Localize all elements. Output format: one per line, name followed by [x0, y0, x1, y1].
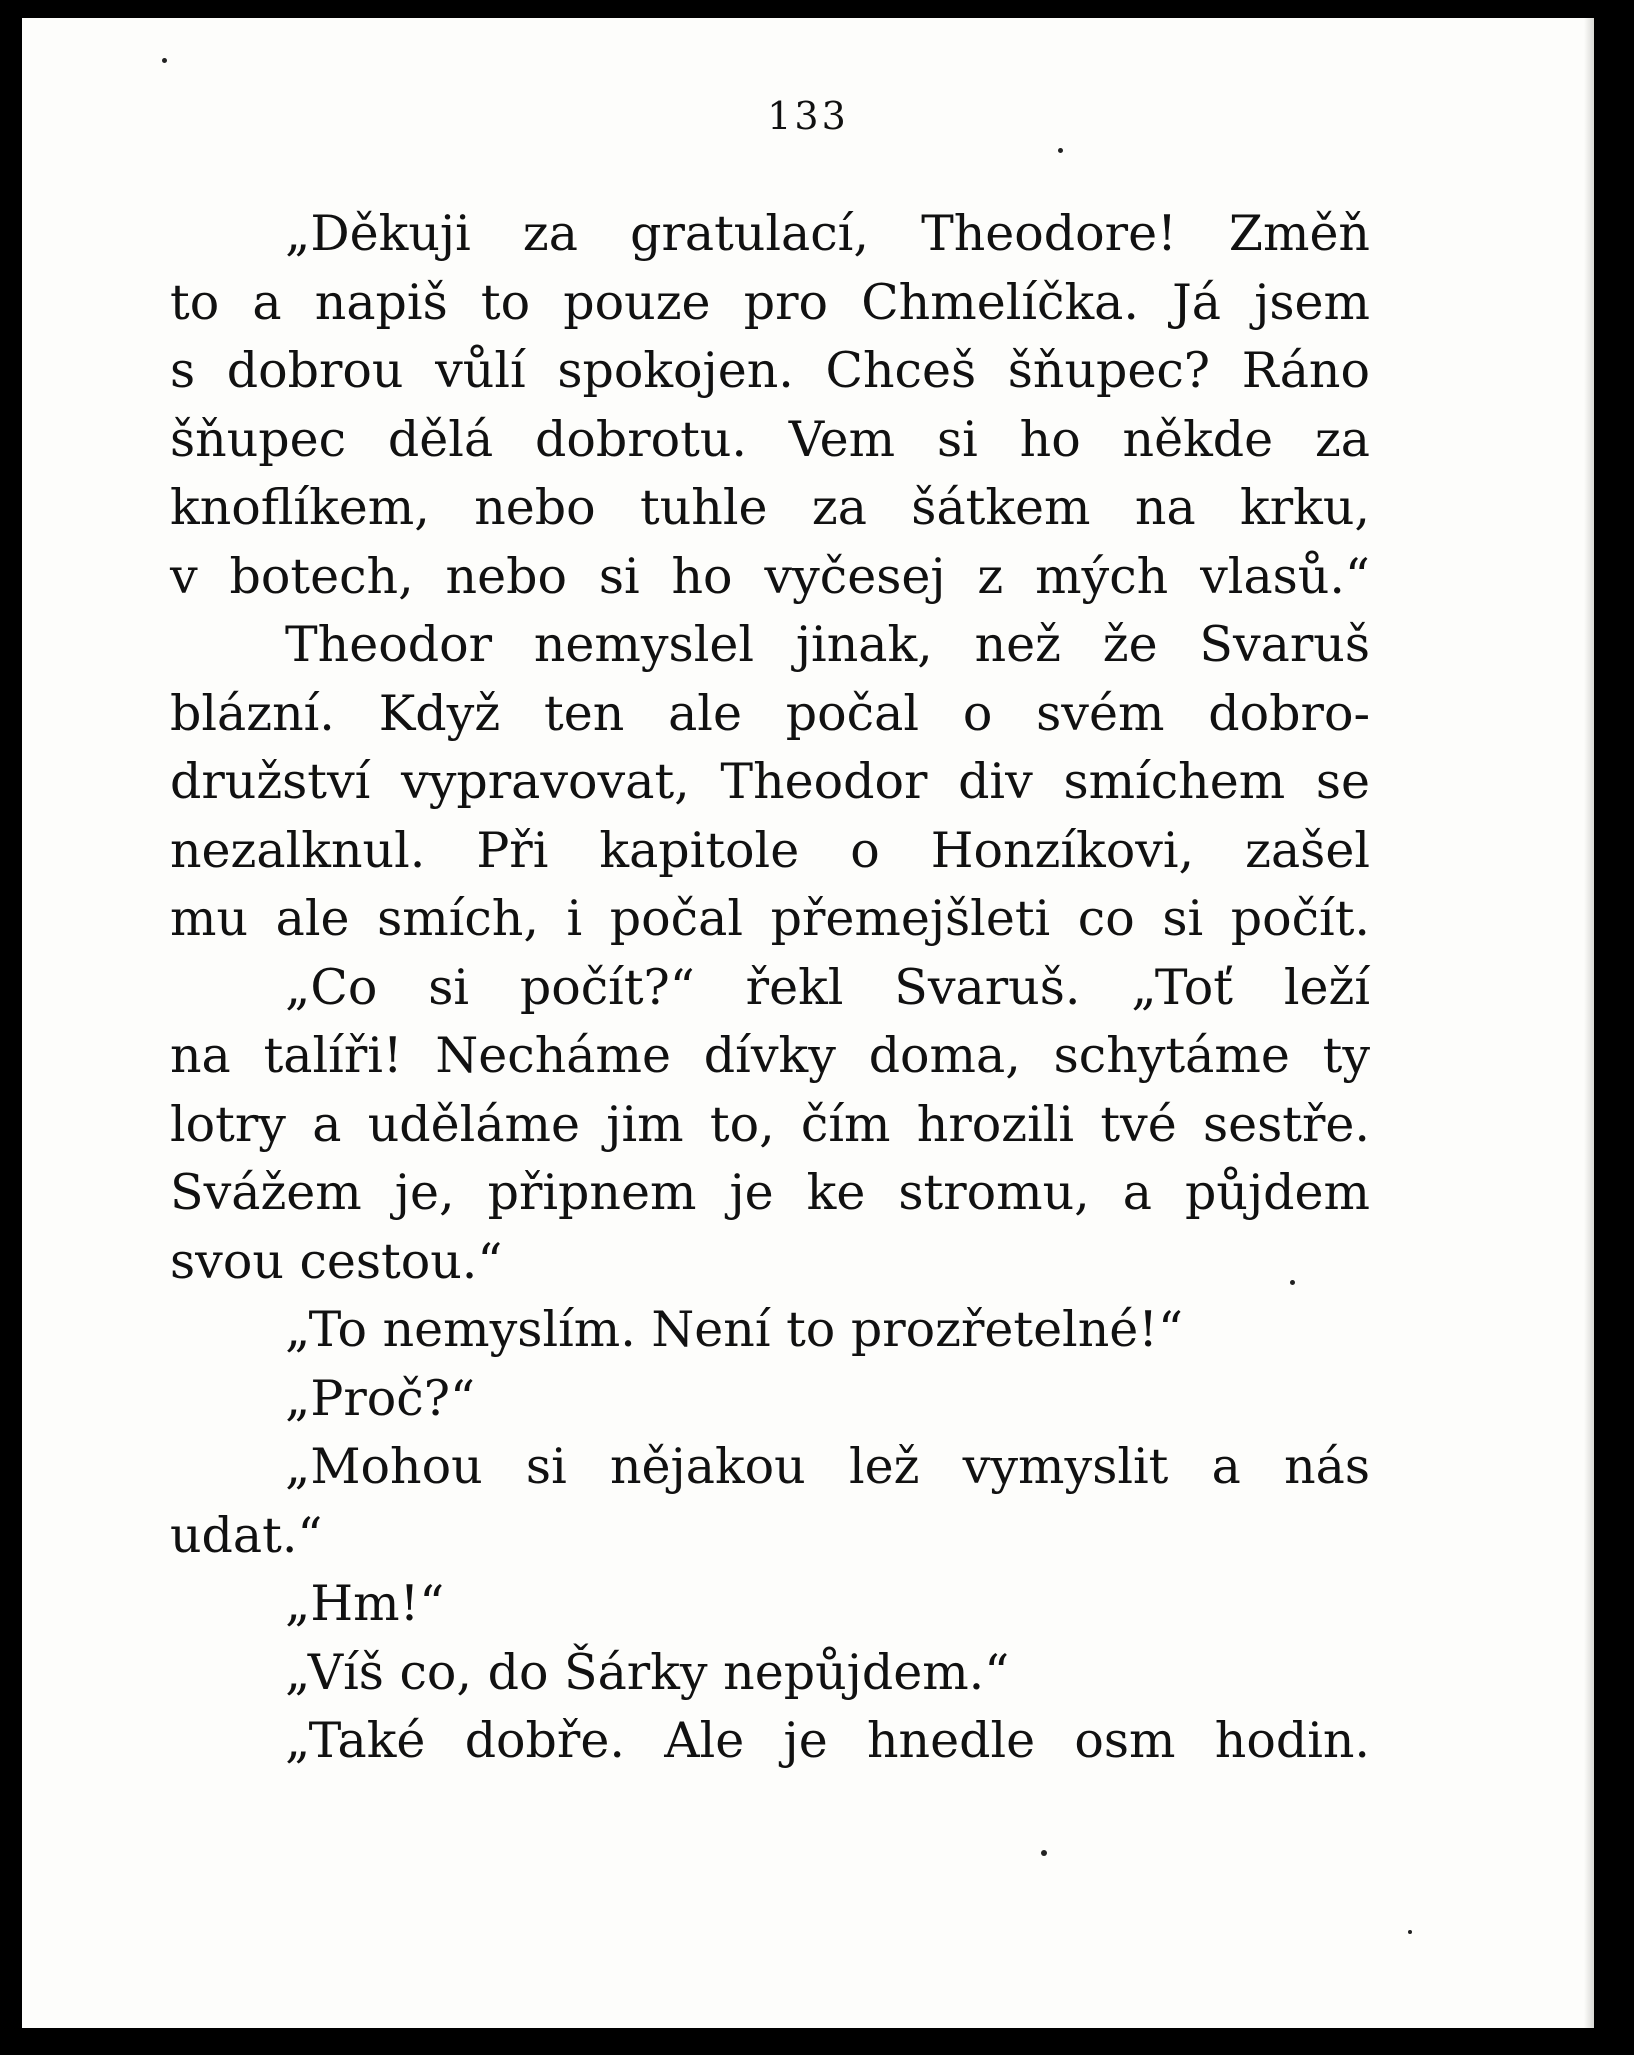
text-line: knoflíkem, nebo tuhle za šátkem na krku,	[170, 479, 1370, 536]
text-line: „Také dobře. Ale je hnedle osm hodin.	[285, 1712, 1370, 1769]
print-speck	[1290, 1280, 1295, 1285]
text-line: nezalknul. Při kapitole o Honzíkovi, zašel	[170, 821, 1370, 879]
page-number: 133	[767, 94, 849, 138]
text-line: blázní. Když ten ale počal o svém dobro-	[170, 684, 1370, 742]
text-line: „Proč?“	[285, 1369, 476, 1427]
text-line: mu ale smích, i počal přemejšleti co si počít.	[170, 890, 1370, 947]
print-speck	[1041, 1850, 1047, 1856]
text-line: „Hm!“	[285, 1575, 445, 1632]
text-line: to a napiš to pouze pro Chmelíčka. Já jsem	[170, 273, 1370, 331]
text-line: s dobrou vůlí spokojen. Chceš šňupec? Ráno	[170, 342, 1370, 399]
text-line: Svážem je, připnem je ke stromu, a půjdem	[170, 1164, 1370, 1221]
print-speck	[1408, 1930, 1412, 1934]
print-speck	[1058, 148, 1063, 153]
book-page	[22, 18, 1594, 2028]
text-line: „To nemyslím. Není to prozřetelné!“	[285, 1301, 1184, 1358]
text-line: družství vypravovat, Theodor div smíchem se	[170, 753, 1370, 810]
text-line: „Mohou si nějakou lež vymyslit a nás	[285, 1438, 1370, 1495]
text-line: na talíři! Necháme dívky doma, schytáme ty	[170, 1027, 1370, 1084]
text-line: „Co si počít?“ řekl Svaruš. „Toť leží	[285, 958, 1370, 1016]
text-line: Theodor nemyslel jinak, než že Svaruš	[285, 616, 1370, 673]
text-line: „Děkuji za gratulací, Theodore! Změň	[285, 205, 1370, 262]
text-line: lotry a uděláme jim to, čím hrozili tvé sestře.	[170, 1095, 1370, 1153]
text-line: udat.“	[170, 1506, 323, 1564]
body-text	[170, 200, 1370, 1776]
text-line: v botech, nebo si ho vyčesej z mých vlasů.“	[170, 547, 1370, 605]
text-line: „Víš co, do Šárky nepůjdem.“	[285, 1643, 1010, 1701]
print-speck	[162, 58, 167, 63]
page-edge-shadow	[1584, 18, 1594, 2028]
text-line: šňupec dělá dobrotu. Vem si ho někde za	[170, 410, 1370, 468]
text-line: svou cestou.“	[170, 1232, 503, 1290]
